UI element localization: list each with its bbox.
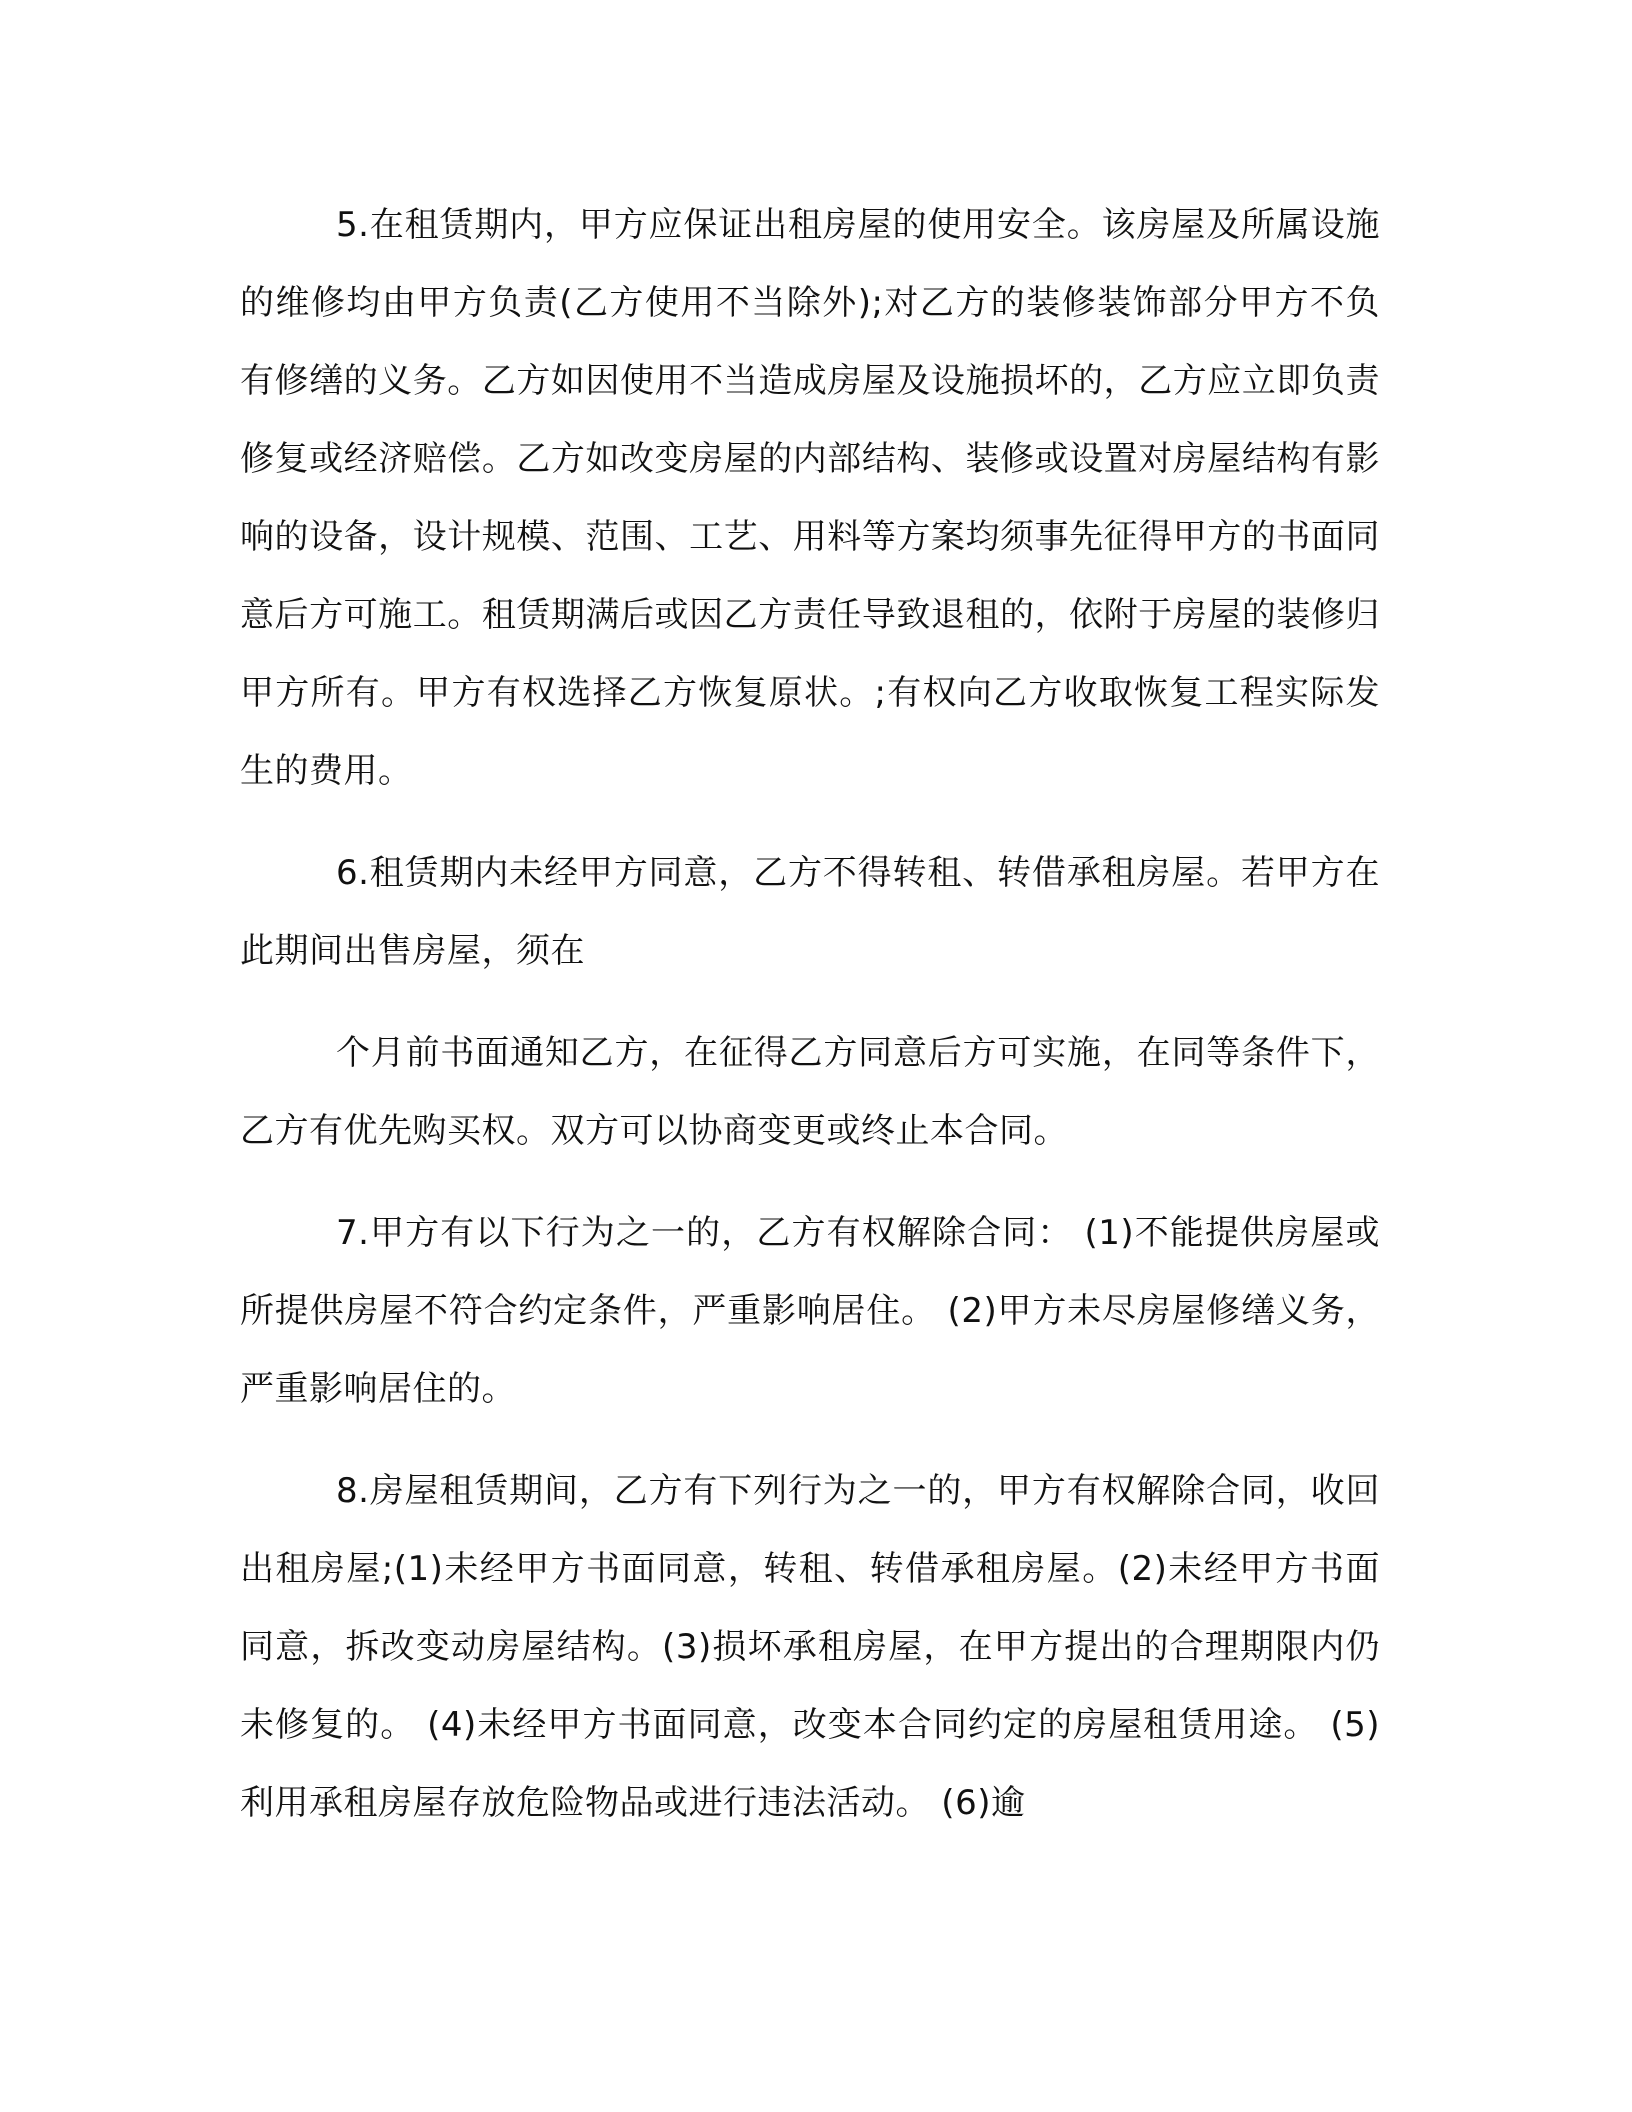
clause-5-paragraph: 5.在租赁期内，甲方应保证出租房屋的使用安全。该房屋及所属设施的维修均由甲方负责(乙方使用不当除外);对乙方的装修装饰部分甲方不负有修缮的义务。乙方如因使用不当造成房屋及设施损坏的，乙方应立即负责修复或经济赔偿。乙方如改变房屋的内部结构、装修或设置对房屋结构有影响的设备，设计规模、范围、工艺、用料等方案均须事先征得甲方的书面同意后方可施工。租赁期满后或因乙方责任导致退租的，依附于房屋的装修归甲方所有。甲方有权选择乙方恢复原状。;有权向乙方收取恢复工程实际发生的费用。 bbox=[240, 205, 1380, 791]
paragraph-spacer bbox=[240, 810, 1380, 834]
clause-6-paragraph: 6.租赁期内未经甲方同意，乙方不得转租、转借承租房屋。若甲方在此期间出售房屋，须在 bbox=[240, 853, 1380, 971]
clause-8-paragraph: 8.房屋租赁期间，乙方有下列行为之一的，甲方有权解除合同，收回出租房屋;(1)未经甲方书面同意，转租、转借承租房屋。(2)未经甲方书面同意，拆改变动房屋结构。(3)损坏承租房屋，在甲方提出的合理期限内仍未修复的。 (4)未经甲方书面同意，改变本合同约定的房屋租赁用途。 (5)利用承租房屋存放危险物品或进行违法活动。 (6)逾 bbox=[240, 1471, 1380, 1823]
document-body bbox=[240, 186, 1380, 1842]
paragraph-spacer bbox=[240, 1428, 1380, 1452]
clause-7-paragraph: 7.甲方有以下行为之一的，乙方有权解除合同： (1)不能提供房屋或所提供房屋不符合约定条件，严重影响居住。 (2)甲方未尽房屋修缮义务，严重影响居住的。 bbox=[240, 1213, 1380, 1409]
clause-6-continuation-paragraph: 个月前书面通知乙方，在征得乙方同意后方可实施，在同等条件下，乙方有优先购买权。双方可以协商变更或终止本合同。 bbox=[240, 1033, 1380, 1151]
paragraph-spacer bbox=[240, 1170, 1380, 1194]
paragraph-spacer bbox=[240, 990, 1380, 1014]
